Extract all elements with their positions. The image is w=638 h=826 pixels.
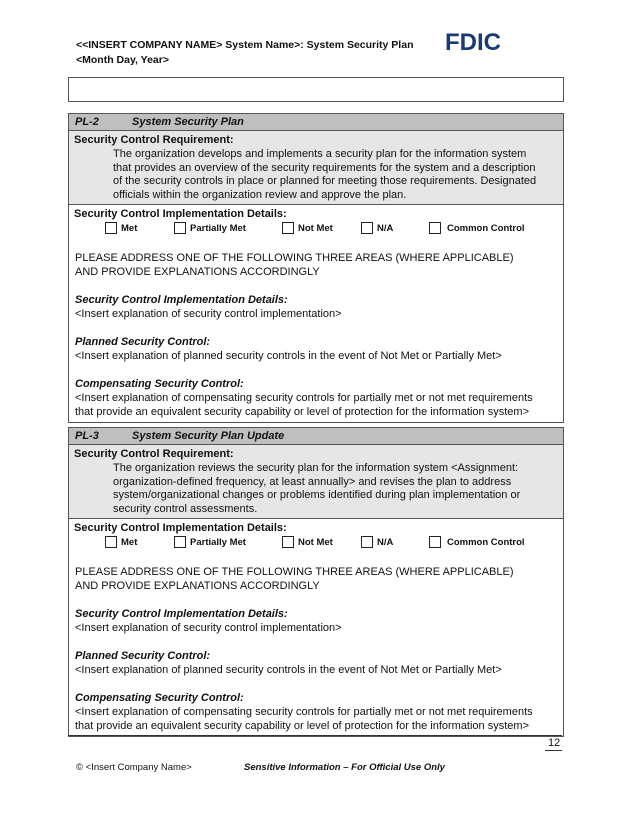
- checkbox-label-not-met: Not Met: [298, 537, 333, 549]
- page-number: 12: [548, 737, 561, 749]
- requirement-line: of the security controls in place or planned for meeting those requirements. Designated: [113, 175, 537, 188]
- control-name: System Security Plan: [132, 116, 244, 128]
- compensating-text: that provide an equivalent security capability or level of protection for the information system>: [75, 406, 529, 419]
- checkbox-label-common-control: Common Control: [447, 223, 525, 235]
- planned-label: Planned Security Control:: [75, 336, 211, 349]
- requirement-section: [69, 131, 563, 205]
- checkbox-partially-met[interactable]: [174, 536, 186, 548]
- status-checkbox-row: [69, 221, 563, 237]
- requirement-line: officials within the organization review and approve the plan.: [113, 188, 407, 201]
- control-pl-3: [68, 427, 564, 737]
- footer-copyright: © <Insert Company Name>: [76, 762, 192, 773]
- control-pl-2: [68, 113, 564, 423]
- page-header: [76, 38, 413, 68]
- requirement-line: that provides an overview of the security requirements for the system and a description: [113, 161, 536, 174]
- logo-text: FDIC: [445, 29, 501, 56]
- checkbox-met[interactable]: [105, 222, 117, 234]
- requirement-line: organization-defined frequency, at least annually> and revises the plan to address: [113, 475, 512, 488]
- requirement-section: [69, 445, 563, 519]
- address-line: AND PROVIDE EXPLANATIONS ACCORDINGLY: [75, 266, 320, 279]
- control-id: PL-2: [75, 116, 99, 128]
- control-body: [69, 551, 563, 736]
- requirement-label: Security Control Requirement:: [74, 448, 234, 460]
- requirement-line: The organization develops and implements a security plan for the information system: [113, 148, 527, 160]
- requirement-line: system/organizational changes or problems identified during plan implementation or: [113, 489, 521, 502]
- control-title-row: [69, 428, 563, 445]
- requirement-text: [69, 461, 563, 518]
- header-date: <Month Day, Year>: [76, 54, 169, 66]
- requirement-line: The organization reviews the security plan for the information system <Assignment:: [113, 462, 519, 474]
- planned-text: <Insert explanation of planned security controls in the event of Not Met or Partially Met>: [75, 350, 502, 363]
- checkbox-common-control[interactable]: [429, 536, 441, 548]
- compensating-label: Compensating Security Control:: [75, 692, 244, 705]
- checkbox-not-met[interactable]: [282, 222, 294, 234]
- planned-label: Planned Security Control:: [75, 650, 211, 663]
- header-title: <<INSERT COMPANY NAME> System Name>: System Security Plan: [76, 39, 414, 51]
- details-label: Security Control Implementation Details:: [75, 294, 288, 307]
- control-id: PL-3: [75, 430, 99, 442]
- header-empty-box: [68, 77, 564, 102]
- control-name: System Security Plan Update: [132, 430, 285, 442]
- checkbox-label-partially-met: Partially Met: [190, 223, 246, 235]
- checkbox-na[interactable]: [361, 536, 373, 548]
- footer-confidentiality: Sensitive Information – For Official Use Only: [244, 762, 445, 773]
- requirement-label: Security Control Requirement:: [74, 134, 234, 146]
- checkbox-label-common-control: Common Control: [447, 537, 525, 549]
- compensating-text: that provide an equivalent security capability or level of protection for the information system>: [75, 720, 529, 733]
- implementation-label: Security Control Implementation Details:: [74, 208, 287, 221]
- checkbox-label-partially-met: Partially Met: [190, 537, 246, 549]
- checkbox-common-control[interactable]: [429, 222, 441, 234]
- checkbox-label-na: N/A: [377, 223, 394, 235]
- checkbox-not-met[interactable]: [282, 536, 294, 548]
- compensating-label: Compensating Security Control:: [75, 378, 244, 391]
- implementation-label: Security Control Implementation Details:: [74, 522, 287, 535]
- requirement-line: security control assessments.: [113, 502, 258, 515]
- compensating-text: <Insert explanation of compensating security controls for partially met or not met requirements: [75, 706, 533, 719]
- fdic-logo: [445, 25, 505, 57]
- compensating-text: <Insert explanation of compensating security controls for partially met or not met requirements: [75, 392, 533, 405]
- checkbox-met[interactable]: [105, 536, 117, 548]
- checkbox-label-met: Met: [121, 537, 138, 549]
- requirement-text: [69, 147, 563, 204]
- planned-text: <Insert explanation of planned security controls in the event of Not Met or Partially Met>: [75, 664, 502, 677]
- checkbox-partially-met[interactable]: [174, 222, 186, 234]
- address-line: AND PROVIDE EXPLANATIONS ACCORDINGLY: [75, 580, 320, 593]
- details-text: <Insert explanation of security control implementation>: [75, 308, 342, 321]
- address-line: PLEASE ADDRESS ONE OF THE FOLLOWING THREE AREAS (WHERE APPLICABLE): [75, 566, 514, 579]
- page-number-underline: [545, 750, 562, 751]
- checkbox-label-na: N/A: [377, 537, 394, 549]
- checkbox-na[interactable]: [361, 222, 373, 234]
- control-title-row: [69, 114, 563, 131]
- status-checkbox-row: [69, 535, 563, 551]
- address-line: PLEASE ADDRESS ONE OF THE FOLLOWING THREE AREAS (WHERE APPLICABLE): [75, 252, 514, 265]
- checkbox-label-not-met: Not Met: [298, 223, 333, 235]
- footer-divider: [68, 735, 562, 736]
- details-label: Security Control Implementation Details:: [75, 608, 288, 621]
- details-text: <Insert explanation of security control implementation>: [75, 622, 342, 635]
- checkbox-label-met: Met: [121, 223, 138, 235]
- control-body: [69, 237, 563, 422]
